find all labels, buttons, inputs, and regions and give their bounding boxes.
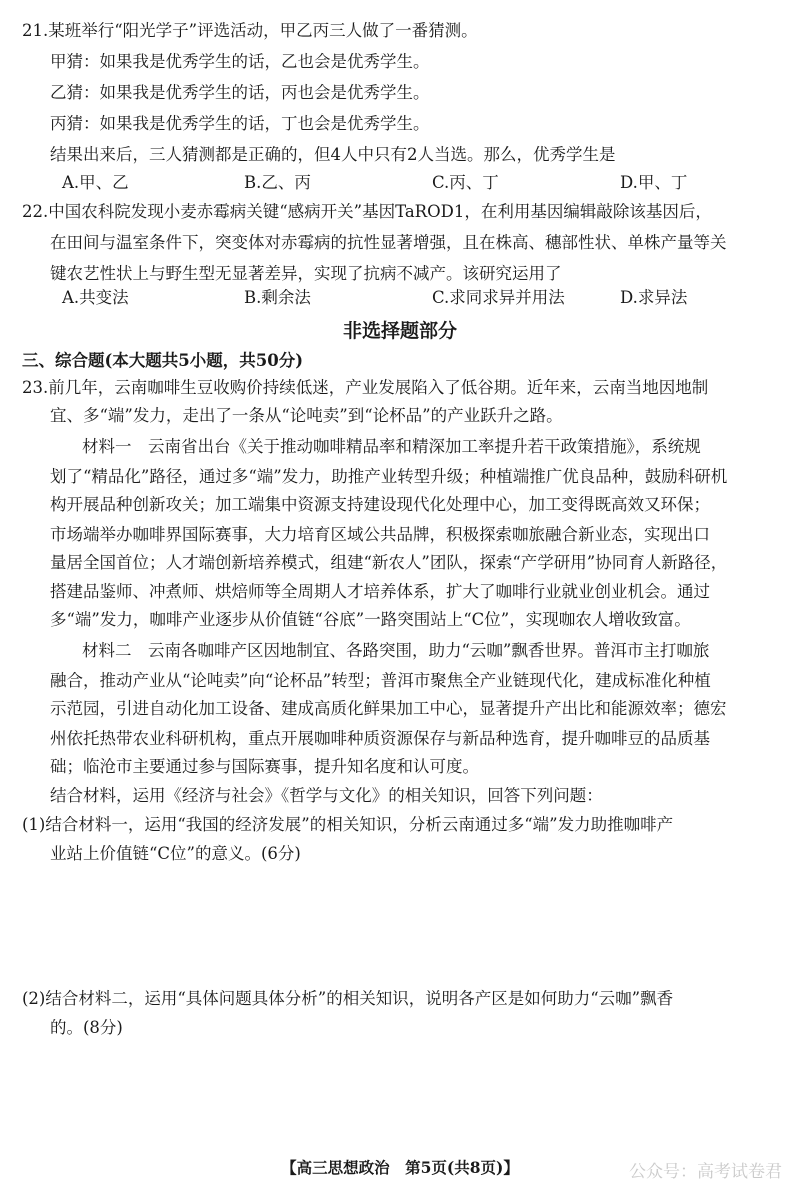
q21-line-bing: 丙猜：如果我是优秀学生的话，丁也会是优秀学生。	[50, 114, 430, 133]
section-title: 非选择题部分	[342, 320, 457, 342]
q22-option-c: C.求同求异并用法	[432, 288, 565, 307]
q21-line-jia: 甲猜：如果我是优秀学生的话，乙也会是优秀学生。	[50, 52, 430, 71]
q21-option-d: D.甲、丁	[620, 173, 688, 192]
q23-instruction: 结合材料，运用《经济与社会》《哲学与文化》的相关知识，回答下列问题：	[50, 786, 603, 805]
q23-material2-line-4: 州依托热带农业科研机构，重点开展咖啡种质资源保存与新品种选育，提升咖啡豆的品质基	[50, 729, 710, 748]
q23-material1-line-5: 量居全国首位；人才端创新培养模式，组建“新农人”团队，探索“产学研用”协同育人新路径，	[50, 553, 728, 572]
q21-line-result: 结果出来后，三人猜测都是正确的，但4人中只有2人当选。那么，优秀学生是	[50, 145, 616, 164]
q22-line-2: 在田间与温室条件下，突变体对赤霉病的抗性显著增强，且在株高、穗部性状、单株产量等关	[50, 233, 727, 252]
q23-material2-line-1: 材料二 云南各咖啡产区因地制宜、各路突围，助力“云咖”飘香世界。普洱市主打咖旅	[82, 641, 710, 660]
q21-line-yi: 乙猜：如果我是优秀学生的话，丙也会是优秀学生。	[50, 83, 430, 102]
q23-material1-line-3: 构开展品种创新攻关；加工端集中资源支持建设现代化处理中心，加工变得既高效又环保；	[50, 495, 710, 514]
page-footer: 【高三思想政治 第5页(共8页)】	[281, 1158, 519, 1177]
q23-material2-line-5: 础；临沧市主要通过参与国际赛事，提升知名度和认可度。	[50, 757, 479, 776]
q21-stem: 21.某班举行“阳光学子”评选活动，甲乙丙三人做了一番猜测。	[22, 21, 478, 40]
watermark: 公众号：高考试卷君	[629, 1162, 782, 1182]
q23-intro-line-2: 宜、多“端”发力，走出了一条从“论吨卖”到“论杯品”的产业跃升之路。	[50, 406, 563, 425]
q23-material1-line-2: 划了“精品化”路径，通过多“端”发力，助推产业转型升级；种植端推广优良品种，鼓励科研机	[50, 467, 728, 486]
q22-option-d: D.求异法	[620, 288, 688, 307]
q23-sub1-line-2: 业站上价值链“C位”的意义。(6分)	[50, 844, 301, 863]
q22-option-a: A.共变法	[62, 288, 129, 307]
q22-line-1: 22.中国农科院发现小麦赤霉病关键“感病开关”基因TaROD1，在利用基因编辑敲除该基因后，	[22, 202, 712, 221]
q21-option-c: C.丙、丁	[432, 173, 499, 192]
q23-material1-line-7: 多“端”发力，咖啡产业逐步从价值链“谷底”一路突围站上“C位”，实现咖农人增收致富。	[50, 610, 691, 629]
part3-title: 三、综合题(本大题共5小题，共50分)	[22, 351, 304, 370]
q23-material1-line-1: 材料一 云南省出台《关于推动咖啡精品率和精深加工率提升若干政策措施》，系统规	[82, 437, 701, 456]
q23-material2-line-3: 示范园，引进自动化加工设备、建成高质化鲜果加工中心，显著提升产出比和能源效率；德宏	[50, 699, 727, 718]
q22-line-3: 键农艺性状上与野生型无显著差异，实现了抗病不减产。该研究运用了	[50, 264, 562, 283]
q21-option-a: A.甲、乙	[62, 173, 129, 192]
q23-sub1-line-1: (1)结合材料一，运用“我国的经济发展”的相关知识，分析云南通过多“端”发力助推咖啡产	[22, 815, 674, 834]
q23-material2-line-2: 融合，推动产业从“论吨卖”向“论杯品”转型；普洱市聚焦全产业链现代化，建成标准化种植	[50, 671, 711, 690]
q21-option-b: B.乙、丙	[244, 173, 311, 192]
q23-material1-line-4: 市场端举办咖啡界国际赛事，大力培育区域公共品牌，积极探索咖旅融合新业态，实现出口	[50, 525, 710, 544]
q23-sub2-line-1: (2)结合材料二，运用“具体问题具体分析”的相关知识，说明各产区是如何助力“云咖”飘香	[22, 989, 674, 1008]
q23-sub2-line-2: 的。(8分)	[50, 1018, 123, 1037]
q23-intro-line-1: 23.前几年，云南咖啡生豆收购价持续低迷，产业发展陷入了低谷期。近年来，云南当地因地制	[22, 378, 709, 397]
q22-option-b: B.剩余法	[244, 288, 311, 307]
q23-material1-line-6: 搭建品鉴师、冲煮师、烘焙师等全周期人才培养体系，扩大了咖啡行业就业创业机会。通过	[50, 582, 710, 601]
